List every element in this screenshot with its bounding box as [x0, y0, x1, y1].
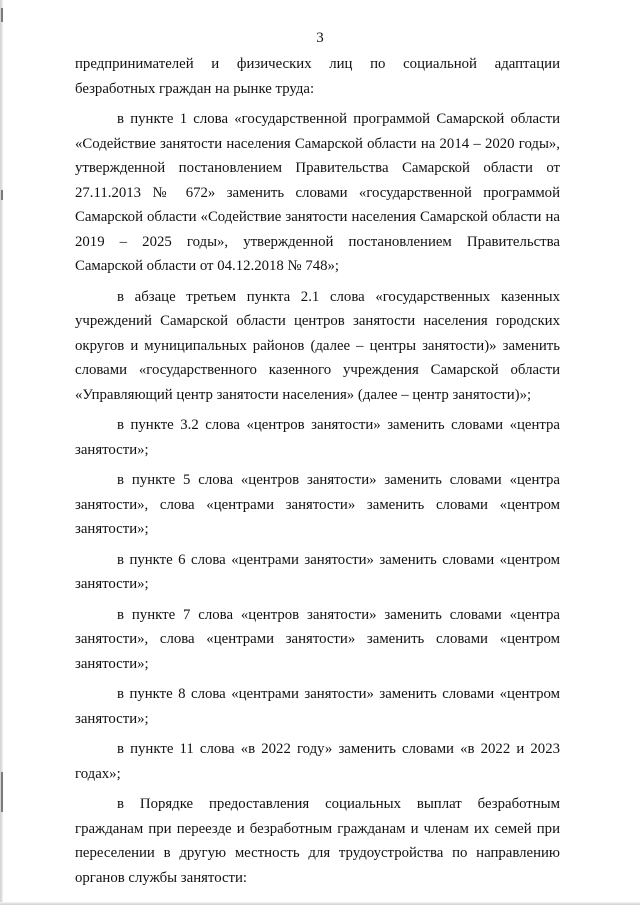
- scan-mark-top: [1, 8, 3, 22]
- paragraph-continuation: предпринимателей и физических лиц по социальной адаптации безработных граждан на рынке труда:: [75, 56, 560, 97]
- paragraph-item-5: в пункте 5 слова «центров занятости» заменить словами «центра занятости», слова «центрами занятости» заменить словами «центром занятости»;: [75, 472, 560, 537]
- page-number: 3: [316, 30, 324, 46]
- paragraph-item-2-1: в абзаце третьем пункта 2.1 слова «государственных казенных учреждений Самарской области центров занятости населения городских округов и муниципальных районов (далее – центры занятости)» заменить словами «государственного казенного учреждения Самарской области «Управляющий центр занятости населения» (далее – центр занятости)»;: [75, 288, 560, 403]
- paragraph-item-1: в пункте 1 слова «государственной программой Самарской области «Содействие занятости населения Самарской области на 2014 – 2020 годы», утвержденной постановлением Правительства Самарской области от 27.11.2013 № 672» заменить словами «государственной программой Самарской области «Содействие занятости населения Самарской области на 2019 – 2025 годы», утвержденной постановлением Правительства Самарской области от 04.12.2018 № 748»;: [75, 111, 560, 274]
- paragraph-item-11: в пункте 11 слова «в 2022 году» заменить словами «в 2022 и 2023 годах»;: [75, 741, 560, 782]
- scan-mark-bottom: [1, 772, 3, 812]
- paragraph-item-8: в пункте 8 слова «центрами занятости» заменить словами «центром занятости»;: [75, 686, 560, 727]
- paragraph-item-3-2: в пункте 3.2 слова «центров занятости» заменить словами «центра занятости»;: [75, 417, 560, 458]
- scan-mark-middle: [1, 190, 3, 200]
- paragraph-item-7: в пункте 7 слова «центров занятости» заменить словами «центра занятости», слова «центрами занятости» заменить словами «центром занятости»;: [75, 606, 560, 672]
- paragraph-item-6: в пункте 6 слова «центрами занятости» заменить словами «центром занятости»;: [75, 551, 560, 592]
- scan-edge-left: [0, 0, 3, 905]
- document-body: [75, 52, 560, 890]
- paragraph-procedure: в Порядке предоставления социальных выплат безработным гражданам при переезде и безработным гражданам и членам их семей при переселении в другую местность для трудоустройства по направлению органов службы занятости:: [75, 796, 560, 886]
